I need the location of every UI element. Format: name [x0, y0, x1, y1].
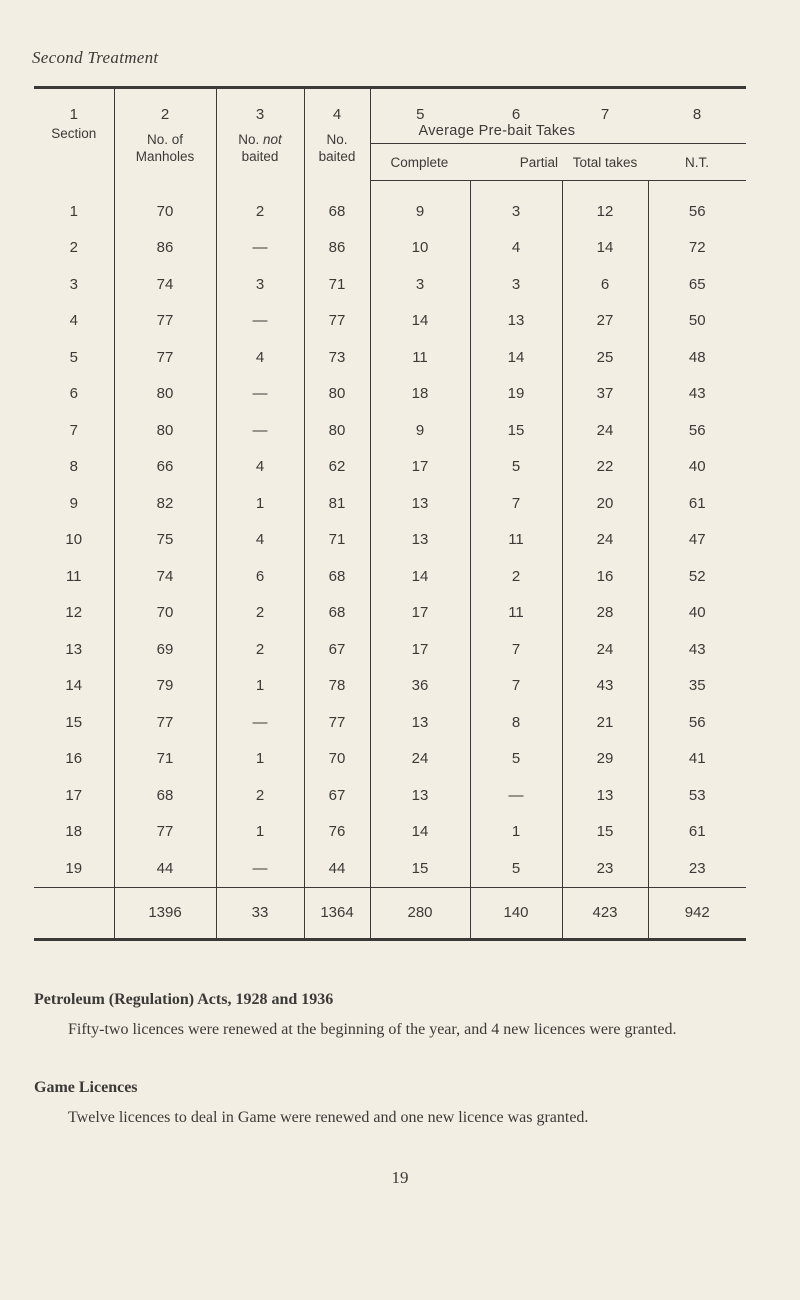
totals-row — [34, 887, 746, 938]
table-cell: 74 — [114, 558, 216, 595]
total-cell: 33 — [216, 887, 304, 938]
table-cell: 4 — [216, 339, 304, 376]
table-cell: 80 — [114, 376, 216, 413]
table-cell: 70 — [114, 595, 216, 632]
not-baited-em: not — [263, 132, 282, 147]
section-number-cell: 19 — [65, 859, 83, 877]
col-label-manholes — [114, 123, 216, 181]
table-body — [34, 181, 746, 888]
table-cell: 23 — [648, 850, 746, 887]
treatment-table — [34, 86, 746, 941]
total-cell: 942 — [648, 887, 746, 938]
table-row — [34, 181, 746, 230]
section-number-cell: 3 — [69, 275, 78, 293]
table-cell: 50 — [648, 303, 746, 340]
table-cell: 77 — [304, 704, 370, 741]
table-cell: 11 — [470, 522, 562, 559]
table-cell: 68 — [304, 595, 370, 632]
table-cell: 71 — [304, 522, 370, 559]
table-row — [34, 668, 746, 705]
table-cell: 1 — [470, 814, 562, 851]
table-cell: 56 — [648, 412, 746, 449]
table-cell: 13 — [370, 485, 470, 522]
table-cell: — — [216, 376, 304, 413]
section-paragraph: Fifty-two licences were renewed at the beginning of the year, and 4 new licences were granted. — [68, 1021, 677, 1038]
table-cell: 1 — [216, 741, 304, 778]
table-cell: 24 — [562, 522, 648, 559]
section-petroleum — [34, 990, 746, 1040]
table-row — [34, 558, 746, 595]
table-row — [34, 449, 746, 486]
section-number-cell: 11 — [65, 567, 82, 585]
table-cell: 86 — [304, 230, 370, 267]
table-cell: 56 — [648, 181, 746, 230]
col-label-manholes-text: No. of Manholes — [135, 132, 195, 164]
table-cell: 17 — [370, 631, 470, 668]
table-cell: — — [216, 303, 304, 340]
table-cell: 48 — [648, 339, 746, 376]
table-cell: 11 — [470, 595, 562, 632]
total-cell: 280 — [370, 887, 470, 938]
table-cell: 61 — [648, 485, 746, 522]
table-cell: — — [216, 230, 304, 267]
not-baited-suffix: baited — [241, 149, 279, 164]
table-cell: 80 — [114, 412, 216, 449]
section-number-cell: 5 — [69, 348, 78, 366]
table-cell: 5 — [470, 850, 562, 887]
table-cell: 3 — [470, 181, 562, 230]
table-cell: 76 — [304, 814, 370, 851]
table-cell: 77 — [114, 704, 216, 741]
table-cell: 1 — [216, 668, 304, 705]
table-row — [34, 595, 746, 632]
sub-label-nt: N.T. — [648, 144, 746, 181]
table-cell: 71 — [304, 266, 370, 303]
table-cell: 72 — [648, 230, 746, 267]
col-number-2: 2 — [114, 89, 216, 123]
table-cell: 52 — [648, 558, 746, 595]
table-cell: 5 — [470, 449, 562, 486]
table-cell: 86 — [114, 230, 216, 267]
table-cell: 2 — [216, 595, 304, 632]
table-cell: 3 — [470, 266, 562, 303]
table-cell: 77 — [114, 814, 216, 851]
table-cell: 67 — [304, 631, 370, 668]
table-cell: 77 — [304, 303, 370, 340]
section-number-cell: 7 — [69, 421, 78, 439]
sub-label-total-takes: Total takes — [562, 144, 648, 181]
table-cell: — — [216, 412, 304, 449]
table-cell: 7 — [470, 485, 562, 522]
not-baited-prefix: No. — [238, 132, 260, 147]
table-cell: 56 — [648, 704, 746, 741]
table-cell: 77 — [114, 303, 216, 340]
section-number-cell: 16 — [65, 750, 83, 768]
table-cell: 44 — [304, 850, 370, 887]
table-cell: 16 — [562, 558, 648, 595]
table-cell: 71 — [114, 741, 216, 778]
table-cell: 77 — [114, 339, 216, 376]
table-cell: 12 — [562, 181, 648, 230]
col-number-6: 6 — [511, 106, 521, 123]
total-cell: 1364 — [304, 887, 370, 938]
table-cell: 44 — [114, 850, 216, 887]
table-cell: 40 — [648, 449, 746, 486]
table-row — [34, 704, 746, 741]
table-cell: 3 — [370, 266, 470, 303]
table-header — [34, 89, 746, 181]
table-cell: 80 — [304, 412, 370, 449]
table-cell: 41 — [648, 741, 746, 778]
table-cell: 2 — [216, 181, 304, 230]
table-cell: 67 — [304, 777, 370, 814]
table-cell: 23 — [562, 850, 648, 887]
table-row — [34, 339, 746, 376]
table-cell: 2 — [216, 777, 304, 814]
table-row — [34, 741, 746, 778]
table-cell: — — [216, 850, 304, 887]
table-cell: 82 — [114, 485, 216, 522]
table-cell: 7 — [470, 668, 562, 705]
table-cell: 1 — [216, 814, 304, 851]
section-number-cell: 2 — [69, 239, 78, 257]
table-cell: 4 — [470, 230, 562, 267]
table-row — [34, 266, 746, 303]
table-cell: 40 — [648, 595, 746, 632]
table-cell: 6 — [562, 266, 648, 303]
col-number-1: 1 — [69, 106, 78, 123]
table-cell: 53 — [648, 777, 746, 814]
table-cell: 65 — [648, 266, 746, 303]
section-heading: Petroleum (Regulation) Acts, 1928 and 1936 — [34, 991, 334, 1008]
table-cell: 9 — [370, 412, 470, 449]
section-number-cell: 9 — [69, 494, 78, 512]
total-cell: 1396 — [114, 887, 216, 938]
table-cell: 79 — [114, 668, 216, 705]
col-label-section: Section — [51, 126, 97, 141]
col-number-3: 3 — [216, 89, 304, 123]
table-cell: 81 — [304, 485, 370, 522]
group-label-average: Average Pre-bait Takes — [370, 123, 746, 144]
table-bottom-rule — [34, 938, 746, 941]
table-cell: 1 — [216, 485, 304, 522]
table-cell: 14 — [370, 814, 470, 851]
col-number-7: 7 — [600, 106, 610, 123]
table-cell: 4 — [216, 449, 304, 486]
table-row — [34, 303, 746, 340]
table-cell: 15 — [562, 814, 648, 851]
section-number-cell: 1 — [69, 202, 78, 220]
table-cell: 29 — [562, 741, 648, 778]
table-cell: 37 — [562, 376, 648, 413]
col-label-baited — [304, 123, 370, 181]
sub-label-complete: Complete — [370, 144, 470, 181]
table-cell: 62 — [304, 449, 370, 486]
table-row — [34, 777, 746, 814]
table-cell: 73 — [304, 339, 370, 376]
table-cell: 68 — [304, 181, 370, 230]
col-number-4: 4 — [304, 89, 370, 123]
table-cell: 74 — [114, 266, 216, 303]
table-cell: 6 — [216, 558, 304, 595]
section-number-cell: 18 — [65, 823, 83, 841]
table-cell: 24 — [562, 412, 648, 449]
col-number-8: 8 — [692, 106, 702, 123]
total-cell — [34, 887, 114, 938]
table-cell: 13 — [562, 777, 648, 814]
section-number-cell: 14 — [65, 677, 83, 695]
table-row — [34, 814, 746, 851]
table-cell: 43 — [648, 631, 746, 668]
table-cell: 13 — [470, 303, 562, 340]
table-row — [34, 485, 746, 522]
table-cell: 13 — [370, 704, 470, 741]
table-cell: 17 — [370, 595, 470, 632]
table-cell: 25 — [562, 339, 648, 376]
table-cell: 14 — [370, 303, 470, 340]
sub-label-partial: Partial — [470, 144, 562, 181]
table-cell: 14 — [562, 230, 648, 267]
total-cell: 423 — [562, 887, 648, 938]
section-number-cell: 12 — [65, 604, 83, 622]
col-number-5: 5 — [370, 89, 470, 123]
section-number-cell: 10 — [65, 531, 83, 549]
section-number-cell: 4 — [69, 312, 78, 330]
table-cell: 5 — [470, 741, 562, 778]
table-cell: 3 — [216, 266, 304, 303]
table-cell: 68 — [114, 777, 216, 814]
table-cell: 47 — [648, 522, 746, 559]
table-cell: 13 — [370, 777, 470, 814]
table-cell: 36 — [370, 668, 470, 705]
table-row — [34, 230, 746, 267]
table-cell: 11 — [370, 339, 470, 376]
table-cell: 15 — [370, 850, 470, 887]
page-number: 19 — [391, 1168, 409, 1187]
table-cell: 10 — [370, 230, 470, 267]
table-cell: 69 — [114, 631, 216, 668]
table-row — [34, 412, 746, 449]
table-cell: 68 — [304, 558, 370, 595]
col-label-not-baited — [216, 123, 304, 181]
table-cell: 17 — [370, 449, 470, 486]
table-row — [34, 376, 746, 413]
section-game-licences — [34, 1078, 746, 1128]
table-cell: 78 — [304, 668, 370, 705]
section-number-cell: 15 — [65, 713, 83, 731]
table-cell: 21 — [562, 704, 648, 741]
table-cell: 43 — [562, 668, 648, 705]
table-cell: — — [216, 704, 304, 741]
table-cell: 4 — [216, 522, 304, 559]
table-cell: 7 — [470, 631, 562, 668]
table-cell: 15 — [470, 412, 562, 449]
section-paragraph: Twelve licences to deal in Game were renewed and one new licence was granted. — [68, 1109, 589, 1126]
table-cell: 24 — [370, 741, 470, 778]
section-number-cell: 8 — [69, 458, 78, 476]
section-number-cell: 17 — [65, 786, 83, 804]
table-cell: 9 — [370, 181, 470, 230]
table-cell: 27 — [562, 303, 648, 340]
table-cell: 28 — [562, 595, 648, 632]
table-cell: 24 — [562, 631, 648, 668]
table-cell: 61 — [648, 814, 746, 851]
table-cell: 2 — [470, 558, 562, 595]
table-cell: — — [470, 777, 562, 814]
page-title: Second Treatment — [32, 48, 159, 67]
table-cell: 14 — [470, 339, 562, 376]
table-row — [34, 631, 746, 668]
table-cell: 19 — [470, 376, 562, 413]
col-label-baited-text: No. baited — [318, 132, 356, 164]
table-cell: 13 — [370, 522, 470, 559]
total-cell: 140 — [470, 887, 562, 938]
table-row — [34, 850, 746, 887]
section-heading: Game Licences — [34, 1079, 138, 1096]
section-number-cell: 13 — [65, 640, 83, 658]
table-cell: 14 — [370, 558, 470, 595]
table-cell: 20 — [562, 485, 648, 522]
table-cell: 18 — [370, 376, 470, 413]
table-cell: 35 — [648, 668, 746, 705]
table-cell: 22 — [562, 449, 648, 486]
table-cell: 80 — [304, 376, 370, 413]
table-cell: 66 — [114, 449, 216, 486]
table-cell: 43 — [648, 376, 746, 413]
table-row — [34, 522, 746, 559]
section-number-cell: 6 — [69, 385, 78, 403]
table-cell: 75 — [114, 522, 216, 559]
table-cell: 2 — [216, 631, 304, 668]
table-cell: 70 — [304, 741, 370, 778]
table-cell: 8 — [470, 704, 562, 741]
table-cell: 70 — [114, 181, 216, 230]
